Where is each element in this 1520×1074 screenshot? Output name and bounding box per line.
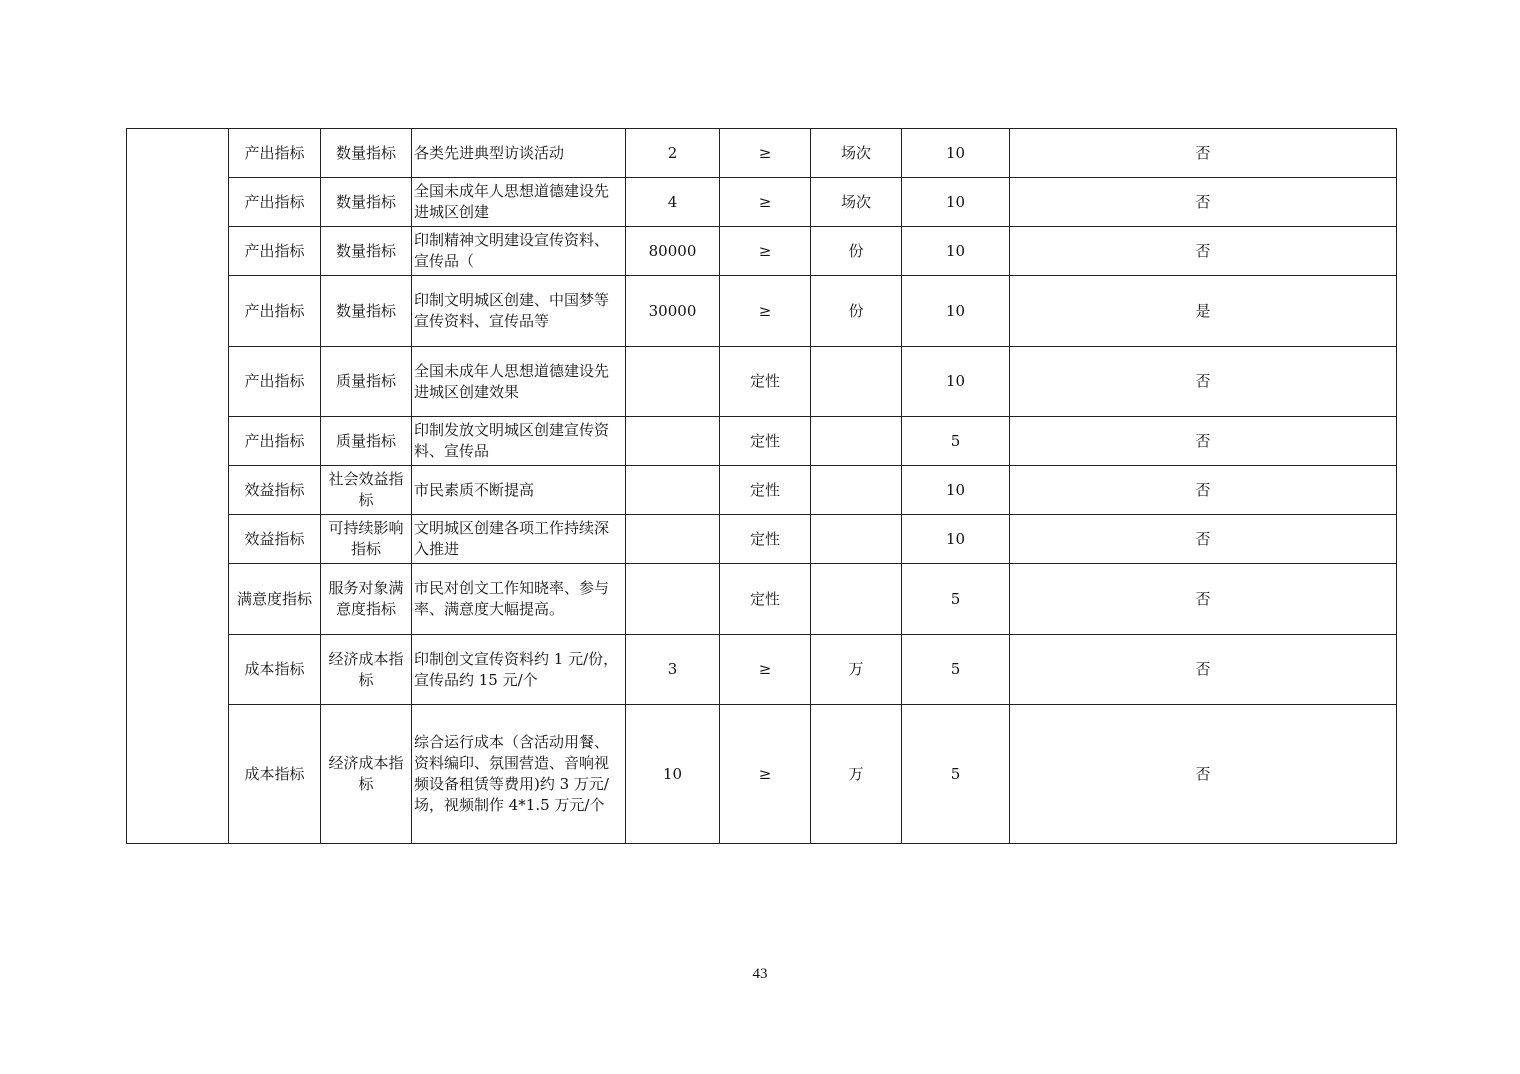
core-indicator-flag: 否 xyxy=(1010,227,1397,276)
level1-indicator: 效益指标 xyxy=(229,515,321,564)
indicator-weight: 10 xyxy=(902,347,1010,417)
level1-indicator: 成本指标 xyxy=(229,705,321,844)
indicator-unit: 万 xyxy=(811,705,902,844)
indicator-operator: ≥ xyxy=(720,227,811,276)
table-row xyxy=(127,276,1397,347)
core-indicator-flag: 否 xyxy=(1010,705,1397,844)
core-indicator-flag: 是 xyxy=(1010,276,1397,347)
level2-indicator: 经济成本指标 xyxy=(321,705,412,844)
indicator-operator: 定性 xyxy=(720,347,811,417)
indicator-name: 印制文明城区创建、中国梦等宣传资料、宣传品等 xyxy=(412,276,626,347)
indicator-weight: 10 xyxy=(902,129,1010,178)
table-row xyxy=(127,515,1397,564)
core-indicator-flag: 否 xyxy=(1010,347,1397,417)
indicator-weight: 10 xyxy=(902,466,1010,515)
indicator-unit: 份 xyxy=(811,276,902,347)
indicator-operator: 定性 xyxy=(720,417,811,466)
level2-indicator: 经济成本指标 xyxy=(321,635,412,705)
level1-indicator: 满意度指标 xyxy=(229,564,321,635)
level1-indicator: 产出指标 xyxy=(229,129,321,178)
indicator-value: 10 xyxy=(626,705,720,844)
indicator-weight: 10 xyxy=(902,515,1010,564)
indicator-value xyxy=(626,466,720,515)
table-row xyxy=(127,178,1397,227)
indicator-weight: 10 xyxy=(902,178,1010,227)
level2-indicator: 质量指标 xyxy=(321,347,412,417)
indicator-operator: ≥ xyxy=(720,635,811,705)
merged-first-column-cell xyxy=(127,129,229,844)
indicator-name: 市民对创文工作知晓率、参与率、满意度大幅提高。 xyxy=(412,564,626,635)
level2-indicator: 质量指标 xyxy=(321,417,412,466)
indicator-operator: ≥ xyxy=(720,705,811,844)
indicator-name: 全国未成年人思想道德建设先进城区创建效果 xyxy=(412,347,626,417)
level1-indicator: 效益指标 xyxy=(229,466,321,515)
indicator-name: 印制发放文明城区创建宣传资料、宣传品 xyxy=(412,417,626,466)
core-indicator-flag: 否 xyxy=(1010,515,1397,564)
indicator-weight: 5 xyxy=(902,635,1010,705)
table-row xyxy=(127,227,1397,276)
indicator-unit xyxy=(811,347,902,417)
indicator-operator: 定性 xyxy=(720,515,811,564)
indicator-operator: ≥ xyxy=(720,178,811,227)
indicator-operator: ≥ xyxy=(720,276,811,347)
level2-indicator: 数量指标 xyxy=(321,178,412,227)
indicator-unit: 场次 xyxy=(811,129,902,178)
level1-indicator: 产出指标 xyxy=(229,178,321,227)
indicator-unit xyxy=(811,515,902,564)
core-indicator-flag: 否 xyxy=(1010,466,1397,515)
indicator-value xyxy=(626,417,720,466)
indicator-weight: 10 xyxy=(902,227,1010,276)
level1-indicator: 产出指标 xyxy=(229,227,321,276)
indicator-value: 2 xyxy=(626,129,720,178)
indicator-value: 30000 xyxy=(626,276,720,347)
table-row xyxy=(127,129,1397,178)
table-row xyxy=(127,705,1397,844)
indicator-unit: 份 xyxy=(811,227,902,276)
level2-indicator: 社会效益指标 xyxy=(321,466,412,515)
indicator-unit: 场次 xyxy=(811,178,902,227)
table-row xyxy=(127,635,1397,705)
level2-indicator: 数量指标 xyxy=(321,129,412,178)
core-indicator-flag: 否 xyxy=(1010,178,1397,227)
core-indicator-flag: 否 xyxy=(1010,129,1397,178)
indicator-value: 3 xyxy=(626,635,720,705)
indicator-operator: 定性 xyxy=(720,466,811,515)
level2-indicator: 可持续影响指标 xyxy=(321,515,412,564)
indicator-name: 文明城区创建各项工作持续深入推进 xyxy=(412,515,626,564)
indicator-name: 印制创文宣传资料约 1 元/份，宣传品约 15 元/个 xyxy=(412,635,626,705)
indicator-weight: 5 xyxy=(902,417,1010,466)
indicator-weight: 5 xyxy=(902,705,1010,844)
indicator-value xyxy=(626,515,720,564)
performance-indicator-table xyxy=(126,128,1397,844)
indicator-weight: 10 xyxy=(902,276,1010,347)
table-row xyxy=(127,347,1397,417)
indicator-unit xyxy=(811,564,902,635)
page-number: 43 xyxy=(752,966,768,982)
indicator-weight: 5 xyxy=(902,564,1010,635)
level1-indicator: 产出指标 xyxy=(229,276,321,347)
level1-indicator: 产出指标 xyxy=(229,417,321,466)
level1-indicator: 产出指标 xyxy=(229,347,321,417)
table-row xyxy=(127,564,1397,635)
table-row xyxy=(127,466,1397,515)
indicator-name: 市民素质不断提高 xyxy=(412,466,626,515)
indicator-value: 4 xyxy=(626,178,720,227)
core-indicator-flag: 否 xyxy=(1010,635,1397,705)
indicator-value: 80000 xyxy=(626,227,720,276)
indicator-operator: 定性 xyxy=(720,564,811,635)
indicator-unit xyxy=(811,417,902,466)
indicator-operator: ≥ xyxy=(720,129,811,178)
table-row xyxy=(127,417,1397,466)
indicator-value xyxy=(626,564,720,635)
indicator-value xyxy=(626,347,720,417)
indicator-name: 综合运行成本（含活动用餐、资料编印、氛围营造、音响视频设备租赁等费用)约 3 万元/场，视频制作 4*1.5 万元/个 xyxy=(412,705,626,844)
core-indicator-flag: 否 xyxy=(1010,417,1397,466)
indicator-unit: 万 xyxy=(811,635,902,705)
indicator-name: 各类先进典型访谈活动 xyxy=(412,129,626,178)
indicator-name: 印制精神文明建设宣传资料、宣传品（ xyxy=(412,227,626,276)
indicator-unit xyxy=(811,466,902,515)
level1-indicator: 成本指标 xyxy=(229,635,321,705)
indicator-name: 全国未成年人思想道德建设先进城区创建 xyxy=(412,178,626,227)
level2-indicator: 服务对象满意度指标 xyxy=(321,564,412,635)
core-indicator-flag: 否 xyxy=(1010,564,1397,635)
level2-indicator: 数量指标 xyxy=(321,276,412,347)
level2-indicator: 数量指标 xyxy=(321,227,412,276)
